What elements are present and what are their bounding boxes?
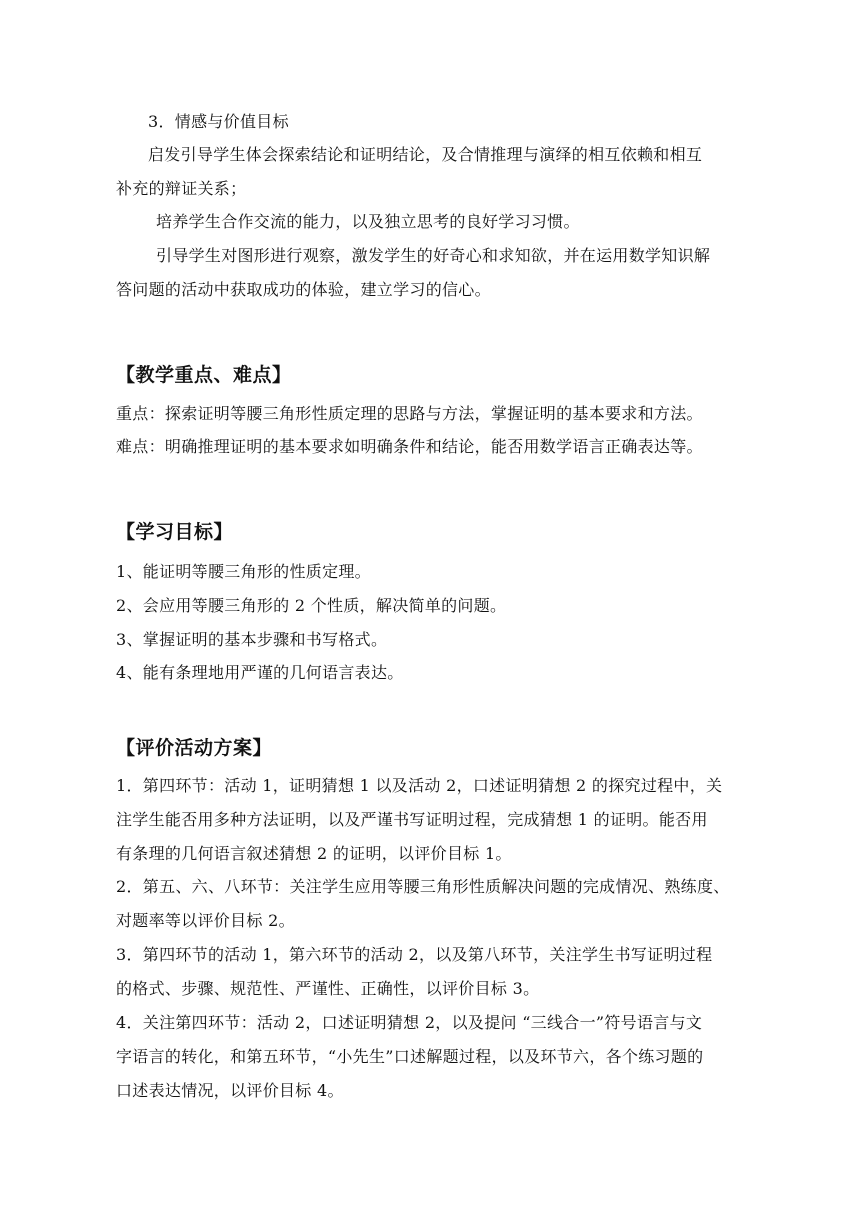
learning-goal-item: 2、会应用等腰三角形的 2 个性质，解决简单的问题。 (116, 596, 507, 615)
emotion-goals-p3-line1: 引导学生对图形进行观察，激发学生的好奇心和求知欲，并在运用数学知识解 (156, 246, 711, 265)
evaluation-line: 口述表达情况，以评价目标 4。 (116, 1081, 344, 1100)
evaluation-line: 注学生能否用多种方法证明，以及严谨书写证明过程，完成猜想 1 的证明。能否用 (116, 810, 708, 829)
evaluation-line: 有条理的几何语言叙述猜想 2 的证明，以评价目标 1。 (116, 844, 512, 863)
evaluation-heading: 【评价活动方案】 (116, 737, 273, 759)
key-points-focus: 重点：探索证明等腰三角形性质定理的思路与方法，掌握证明的基本要求和方法。 (116, 404, 703, 423)
evaluation-line: 3．第四环节的活动 1，第六环节的活动 2，以及第八环节，关注学生书写证明过程 (116, 945, 713, 964)
emotion-goals-p3-line2: 答问题的活动中获取成功的体验，建立学习的信心。 (116, 280, 491, 299)
learning-goals-heading: 【学习目标】 (116, 521, 234, 543)
evaluation-line: 对题率等以评价目标 2。 (116, 911, 295, 930)
evaluation-line: 1．第四环节：活动 1，证明猜想 1 以及活动 2，口述证明猜想 2 的探究过程中，关 (116, 776, 723, 795)
emotion-goals-p1-line1: 启发引导学生体会探索结论和证明结论，及合情推理与演绎的相互依赖和相互 (148, 145, 703, 164)
evaluation-line: 的格式、步骤、规范性、严谨性、正确性，以评价目标 3。 (116, 979, 540, 998)
emotion-goals-p1-line2: 补充的辩证关系； (116, 179, 247, 198)
learning-goal-item: 3、掌握证明的基本步骤和书写格式。 (116, 630, 388, 649)
evaluation-line: 4．关注第四环节：活动 2，口述证明猜想 2，以及提问 “三线合一”符号语言与文 (116, 1013, 703, 1032)
key-points-difficulty: 难点：明确推理证明的基本要求如明确条件和结论，能否用数学语言正确表达等。 (116, 437, 703, 456)
learning-goal-item: 1、能证明等腰三角形的性质定理。 (116, 562, 371, 581)
evaluation-line: 2．第五、六、八环节：关注学生应用等腰三角形性质解决问题的完成情况、熟练度、 (116, 877, 730, 896)
evaluation-line: 字语言的转化，和第五环节，“小先生”口述解题过程，以及环节六，各个练习题的 (116, 1047, 704, 1066)
key-points-heading: 【教学重点、难点】 (116, 364, 292, 386)
learning-goal-item: 4、能有条理地用严谨的几何语言表达。 (116, 663, 404, 682)
emotion-goals-p2: 培养学生合作交流的能力，以及独立思考的良好学习习惯。 (156, 212, 580, 231)
emotion-goals-title: 3．情感与价值目标 (148, 112, 289, 131)
